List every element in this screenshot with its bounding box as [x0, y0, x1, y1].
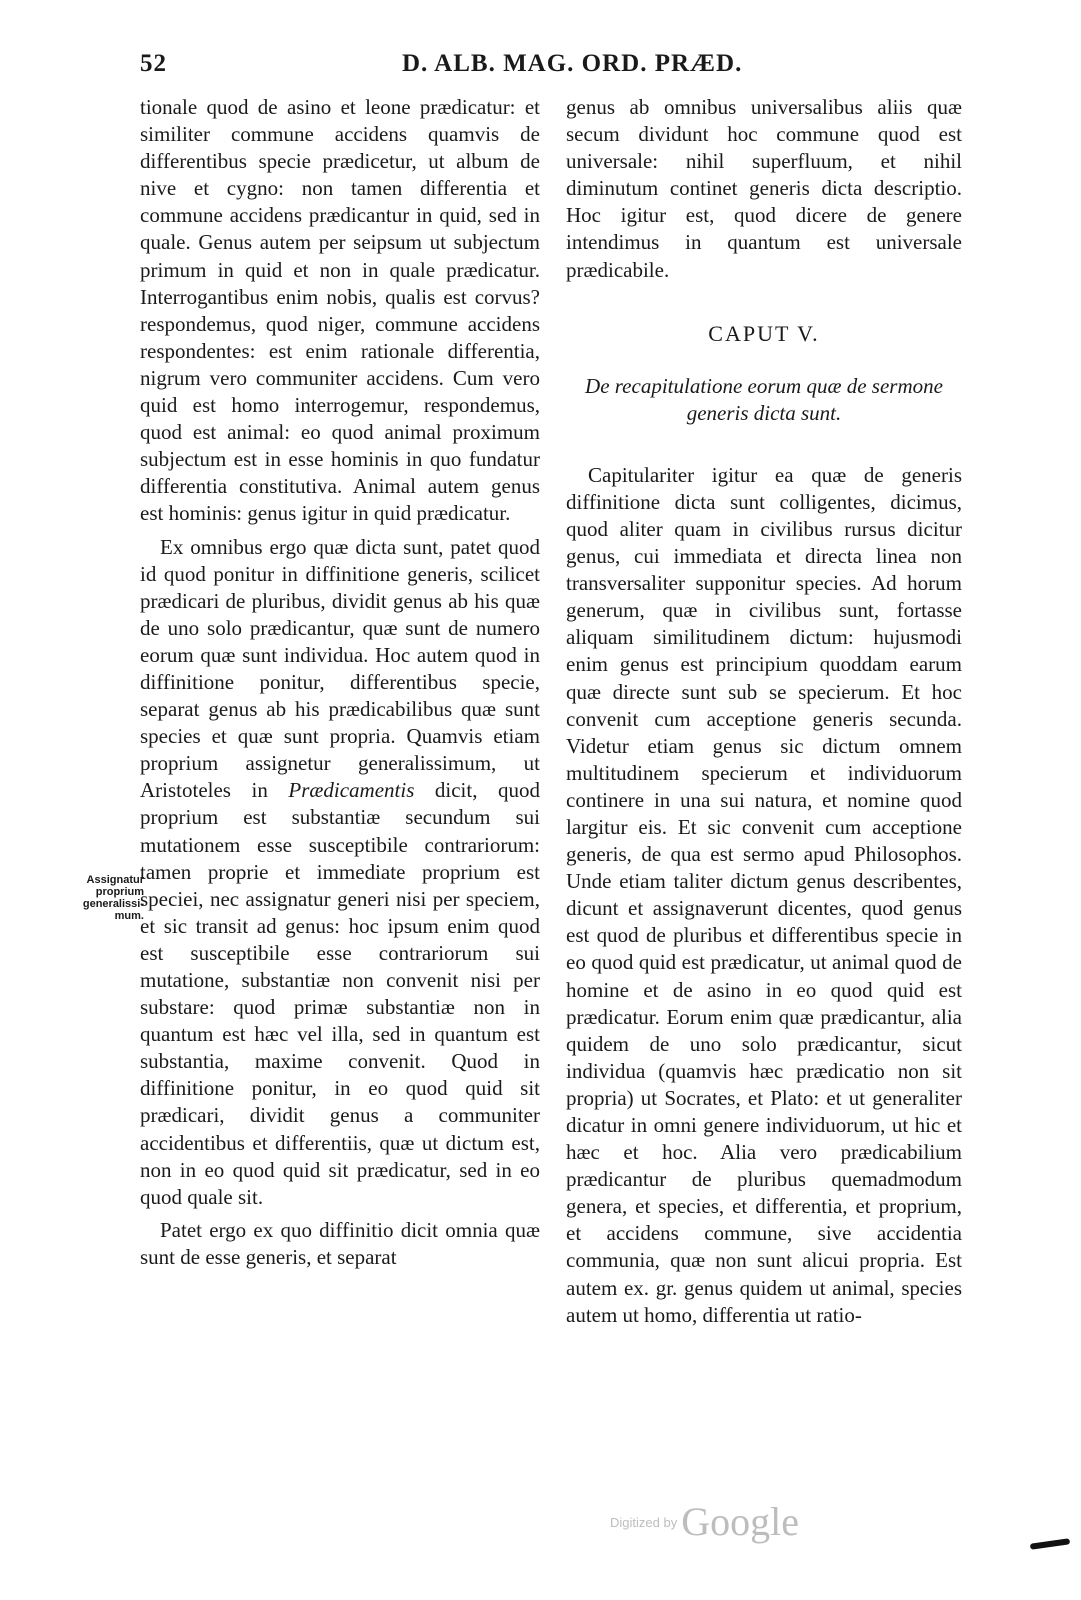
- paragraph-text: Ex omnibus ergo quæ dicta sunt, patet quod id quod ponitur in diffinitione generis, scilicet prædicari de pluribus, dividit genus ab his quæ de uno solo prædicantur, quæ sunt de numero eorum quæ sunt individua. Hoc autem quod in diffinitione ponitur, differentibus specie, separat genus ab his prædicabilibus quæ sunt species et quæ sunt propria. Quamvis etiam proprium assignetur generalissimum, ut Aristoteles in: [140, 534, 540, 803]
- paragraph: Patet ergo ex quo diffinitio dicit omnia quæ sunt de esse generis, et separat: [140, 1217, 540, 1269]
- page-edge-mark: [1030, 1538, 1070, 1550]
- right-column: [566, 94, 962, 1329]
- work-title: Prædicamentis: [288, 778, 415, 803]
- paragraph: [140, 534, 540, 1211]
- subtitle-line: De recapitulatione eorum quæ de sermone: [585, 373, 943, 398]
- chapter-subtitle: [566, 373, 962, 427]
- page-number: 52: [140, 50, 167, 77]
- chapter-heading: CAPUT V.: [708, 320, 820, 346]
- digitized-label: Digitized by: [610, 1515, 678, 1530]
- paragraph-text: dicit, quod proprium est substantiæ secundum sui mutationem esse susceptibile contrariorum: tamen proprie et immediate proprium est speciei, nec assignatur generi nisi per speciem, et sic transit ad genus: hoc ipsum enim quod est susceptibile esse contrariorum sui mutatione, substantiæ non convenit nisi per substare: quod primæ substantiæ non in quantum est hæc vel illa, sed in quantum est substantia, maxime convenit. Quod in diffinitione ponitur, in eo quod quid sit prædicari, dividit genus a communiter accidentibus et differentiis, quæ ut dictum est, non in eo quod quid sit prædicatur, sed in eo quod quale sit.: [140, 778, 540, 1209]
- margin-note: [52, 874, 144, 922]
- margin-note-line: Assignatur: [86, 874, 144, 886]
- subtitle-line: generis dicta sunt.: [686, 400, 842, 425]
- google-logo: Google: [681, 1499, 799, 1544]
- paragraph: Capitulariter igitur ea quæ de generis diffinitione dicta sunt colligentes, dicimus, quod aliter quam in civilibus rursus dicitur genus, cui immediata et directa linea non transversaliter supponitur species. Ad horum generum, quæ in civilibus sunt, fortasse aliquam similitudinem dictum: hujusmodi enim genus est principium quoddam earum quæ directe sunt sub se specierum. Et hoc convenit cum acceptione generis secunda. Videtur etiam genus sic dictum omnem multitudinem specierum et individuorum continere in una sui natura, et nomine quod largitur eis. Et sic convenit cum acceptione generis, de qua est sermo apud Philosophos. Unde etiam taliter dictum genus describentes, dicunt et assignaverunt dicentes, quod genus est quod de pluribus et differentibus specie in eo quod quid est prædicatur, ut animal quod de homine et de asino in eo quod quid est prædicatur. Eorum enim quæ prædicantur, alia quidem de uno solo prædicantur, sicut individua (quamvis hæc prædicatio non sit propria) ut Socrates, et Plato: et ut generaliter dicatur in omni genere individuorum, ut hic et hæc et hoc. Alia vero prædicabilium prædicantur de pluribus quemadmodum genera, et species, et differentia, et proprium, et accidens commune, sive accidentia communia, quæ non sunt alicui propria. Est autem ex. gr. genus quidem ut animal, species autem ut homo, differentia ut ratio-: [566, 462, 962, 1327]
- margin-note-line: proprium: [95, 886, 144, 898]
- running-title: D. ALB. MAG. ORD. PRÆD.: [402, 50, 743, 77]
- paragraph: tionale quod de asino et leone prædicatur: et similiter commune accidens quamvis de differentibus specie prædicetur, ut album de nive et cygno: non tamen differentia et commune accidens prædicantur in quid, sed in quale. Genus autem per seipsum ut subjectum primum in quid et non in quale prædicatur. Interrogantibus enim nobis, qualis est corvus? respondemus, quod niger, commune accidens respondentes: est enim rationale differentia, nigrum vero communiter accidens. Cum vero quid est homo interrogemur, respondemus, quod est animal: eo quod animal proximum subjectum est in esse hominis in quo fundatur differentia constitutiva. Animal autem genus est hominis: genus igitur in quid prædicatur.: [140, 95, 540, 526]
- margin-note-line: generalissi-: [82, 898, 144, 910]
- margin-note-line: mum.: [114, 910, 144, 922]
- digitized-watermark: [610, 1498, 799, 1545]
- left-column: [140, 94, 540, 1271]
- running-head: [140, 50, 970, 90]
- paragraph: genus ab omnibus universalibus aliis quæ secum dividunt hoc commune quod est universale: nihil superfluum, et nihil diminutum continet generis dicta descriptio. Hoc igitur est, quod dicere de genere intendimus in quantum est universale prædicabile.: [566, 95, 962, 282]
